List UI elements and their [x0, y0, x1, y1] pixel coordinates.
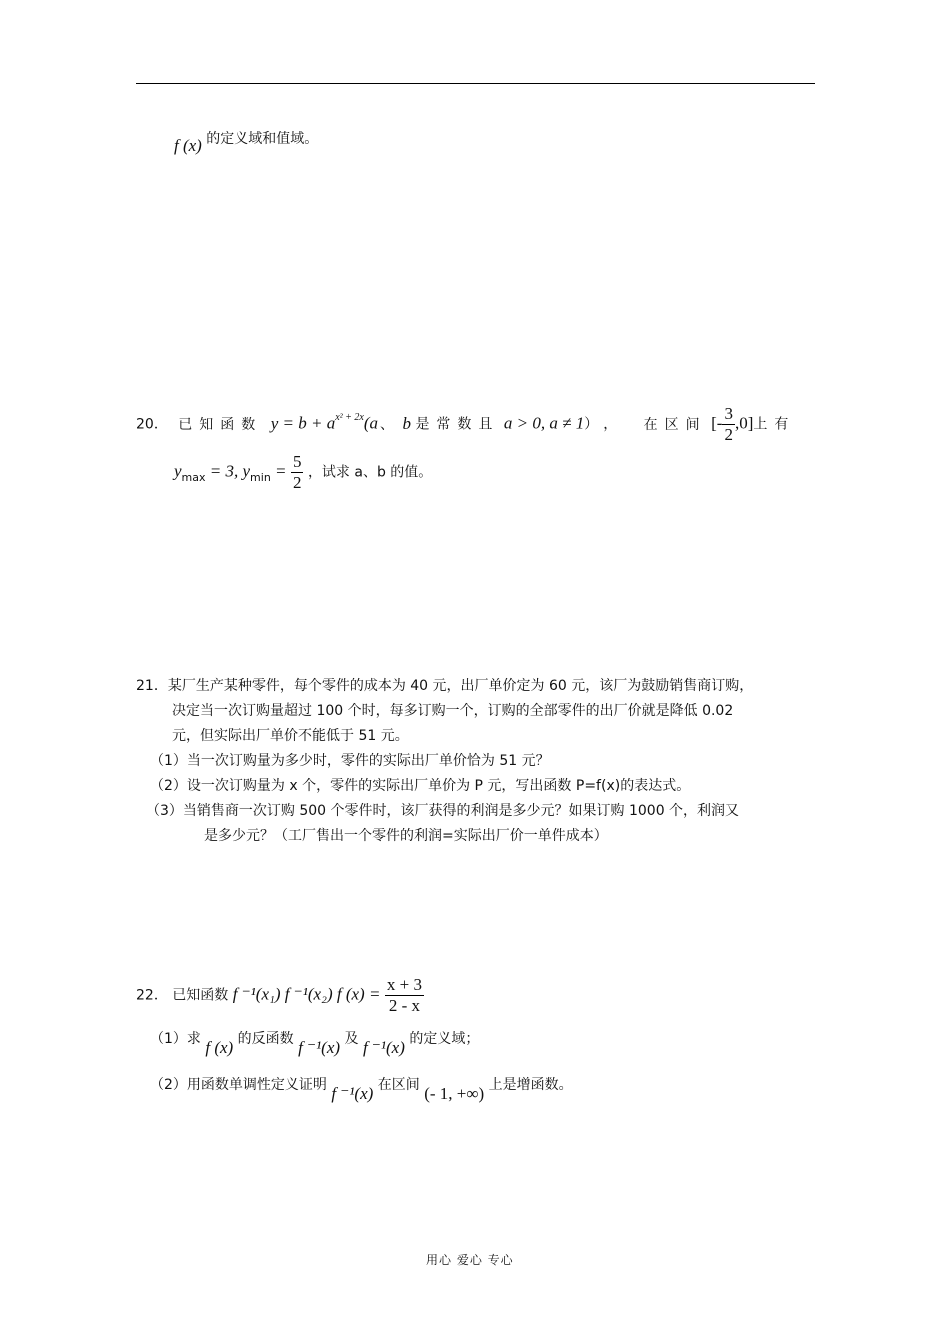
- q22-p1-label: （1）求: [150, 1031, 201, 1047]
- q19-tail-text: 的定义域和值域。: [206, 131, 319, 147]
- q22-part1: [150, 1028, 480, 1057]
- q20-frac2-den: 2: [292, 473, 302, 492]
- q22-p1-finv: f ⁻¹(x): [298, 1038, 341, 1057]
- q20-line1: [136, 404, 795, 445]
- q21-sub1: （1）当一次订购量为多少时，零件的实际出厂单价恰为 51 元？: [150, 753, 550, 769]
- q20-close: ），: [584, 416, 630, 433]
- q20-max-sub: max: [181, 470, 206, 484]
- q22-part2: [150, 1074, 573, 1103]
- q20-frac-den: 2: [724, 425, 733, 444]
- q20-eq-mid: = b + a: [278, 413, 336, 433]
- q22-p2-finv: f ⁻¹(x): [331, 1084, 374, 1103]
- math-f-x: f (x): [174, 136, 202, 155]
- q22-expr: f ⁻¹(x₁) f ⁻¹(x₂) f (x) =: [232, 984, 381, 1004]
- q20-have: 上有: [753, 416, 796, 433]
- q20-number: 20．: [136, 416, 168, 433]
- q20-lead: 已知函数: [178, 416, 263, 433]
- q20-fraction-2: [291, 452, 304, 493]
- q22-frac-num: x + 3: [386, 975, 422, 994]
- q20-exponent: x² + 2x: [335, 411, 364, 423]
- q20-line2: [174, 452, 432, 493]
- q22-p2-label: （2）用函数单调性定义证明: [150, 1077, 327, 1093]
- q22-p2-interval: (- 1, +∞): [424, 1084, 485, 1103]
- q22-lead: 已知函数: [172, 987, 229, 1004]
- q20-eq3: = 3, y: [205, 461, 251, 481]
- q22-p1-finv2: f ⁻¹(x): [362, 1038, 405, 1057]
- q20-paren-a: (a: [363, 413, 379, 433]
- q22-p2-mid: 在区间: [377, 1077, 420, 1093]
- q20-eq-y: y: [270, 413, 279, 433]
- q22-fraction: [385, 975, 424, 1016]
- q22-frac-den: 2 - x: [388, 996, 421, 1015]
- q20-const-text: 是常数且: [415, 416, 500, 433]
- q20-frac2-num: 5: [292, 452, 302, 471]
- q20-interval-text: 在区间: [643, 416, 707, 433]
- q20-fraction: [722, 404, 735, 445]
- q20-int-close: ,0]: [734, 413, 754, 433]
- q19-tail: [174, 131, 319, 156]
- q22-p1-mid: 的反函数: [237, 1031, 294, 1047]
- q20-sep: 、: [380, 416, 395, 433]
- q20-min-sub: min: [250, 470, 271, 484]
- q20-tail: ，试求 a、b 的值。: [307, 464, 433, 481]
- q21-sub3a: （3）当销售商一次订购 500 个零件时，该厂获得的利润是多少元？如果订购 1000 个，利润又: [146, 803, 740, 819]
- q20-b: b: [402, 413, 411, 433]
- q20-int-open: [-: [711, 413, 723, 433]
- q21-line3: 元，但实际出厂单价不能低于 51 元。: [172, 728, 409, 744]
- q20-frac-num: 3: [724, 404, 733, 423]
- q22-p1-and: 及: [344, 1031, 359, 1047]
- q21-sub3b: 是多少元？（工厂售出一个零件的利润=实际出厂价一单件成本）: [204, 828, 608, 844]
- header-rule: [136, 83, 815, 84]
- q20-ymax: y: [174, 461, 182, 481]
- q22-p2-tail: 上是增函数。: [488, 1077, 573, 1093]
- q22-p1-tail: 的定义域；: [409, 1031, 480, 1047]
- q21-line1: 21．某厂生产某种零件，每个零件的成本为 40 元，出厂单价定为 60 元，该厂为鼓励销售商订购，: [136, 678, 754, 694]
- q22-line1: [136, 975, 424, 1016]
- page-footer: 用心 爱心 专心: [426, 1253, 514, 1267]
- q20-eq-sign: =: [270, 461, 287, 481]
- q20-condition: a > 0, a ≠ 1: [503, 413, 585, 433]
- q21-line2: 决定当一次订购量超过 100 个时，每多订购一个，订购的全部零件的出厂价就是降低 0.02: [172, 703, 734, 719]
- q22-p1-f: f (x): [205, 1038, 234, 1057]
- q21-sub2: （2）设一次订购量为 x 个，零件的实际出厂单价为 P 元，写出函数 P=f(x)的表达式。: [150, 778, 691, 794]
- q22-number: 22．: [136, 987, 168, 1004]
